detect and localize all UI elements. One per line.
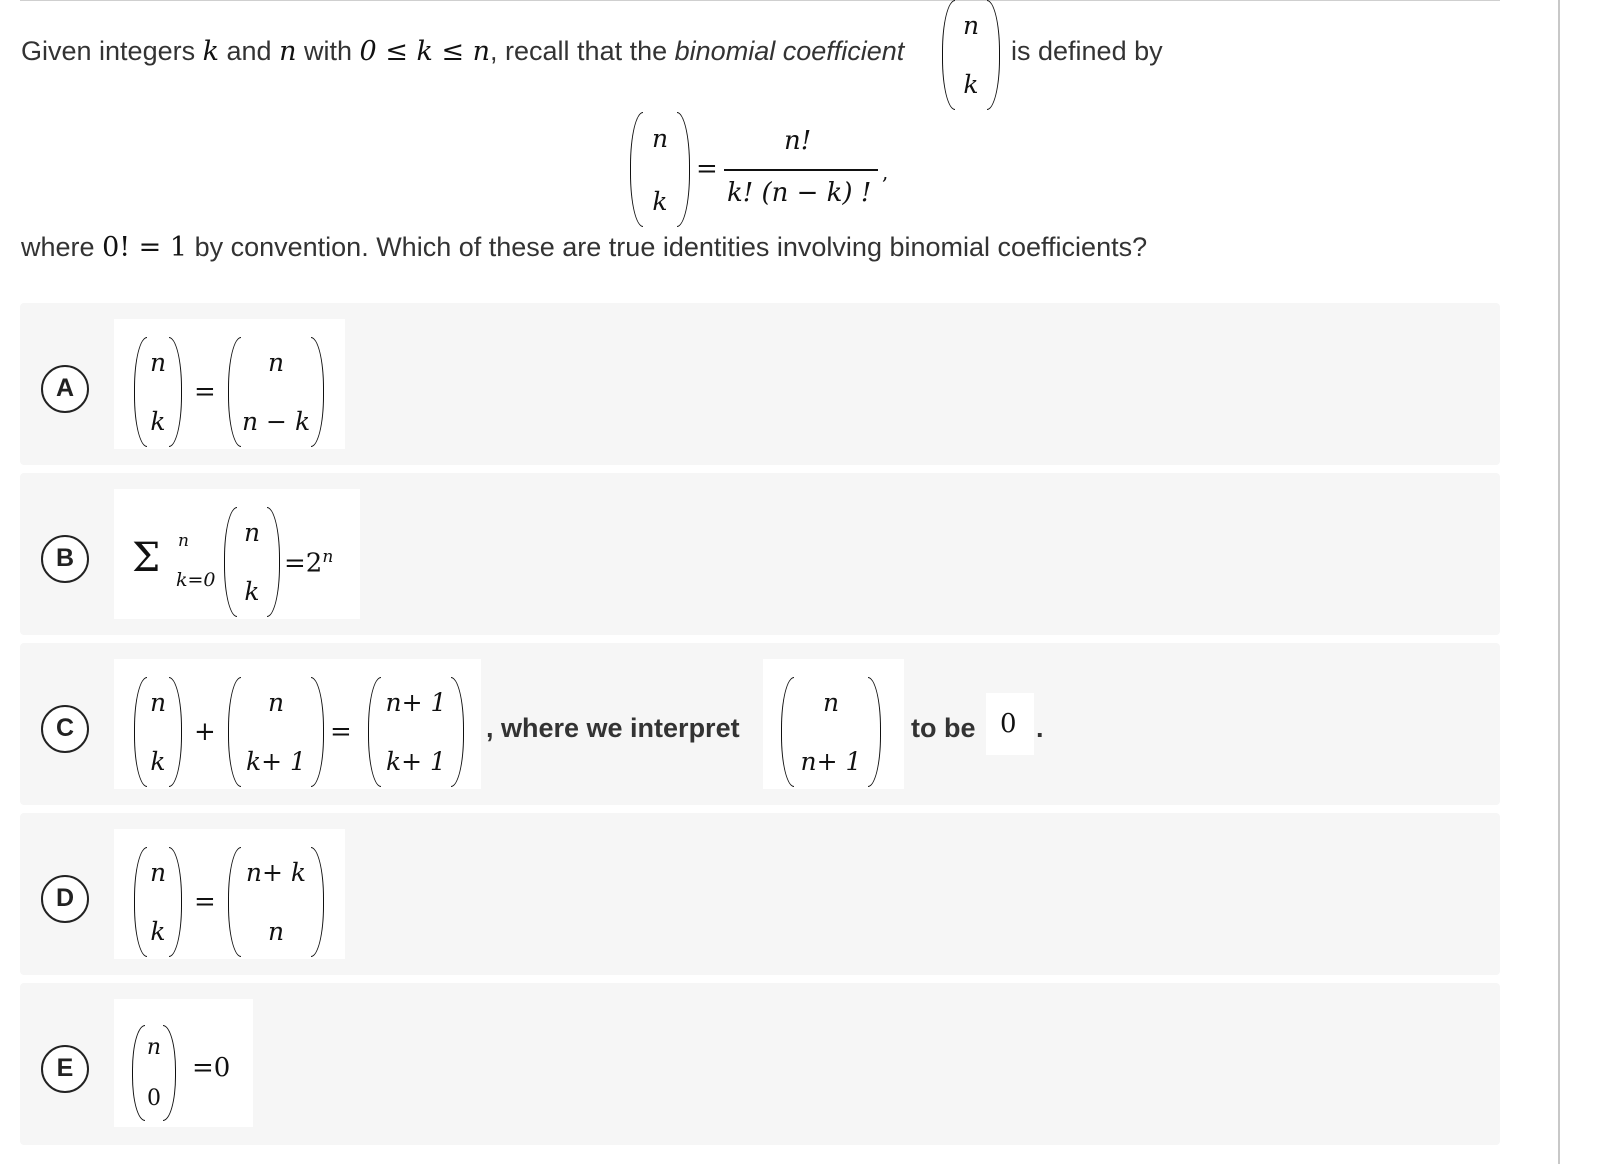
binom-bottom: k [150,407,166,436]
option-b-formula [114,489,360,619]
binom-top: n+ 1 [385,688,447,717]
option-b-binom [224,507,280,617]
binom-top: n+ k [245,858,307,887]
option-c[interactable] [20,643,1500,805]
binom-bottom: k [963,70,979,99]
option-d-badge[interactable]: D [41,875,89,923]
option-d[interactable] [20,813,1500,975]
definition-binomial [630,112,690,227]
definition-numerator: n! [784,126,812,156]
option-a[interactable] [20,303,1500,465]
binom-top: n [146,1034,162,1060]
binom-top: n [149,858,167,887]
intro-term: binomial coefficient [674,36,905,66]
option-a-binom-2 [228,337,324,447]
definition-denominator: k! (n − k) ! [727,178,872,208]
intro-with: with [303,36,352,66]
option-c-binom-3 [368,677,464,787]
option-c-binom-2 [228,677,324,787]
option-e-badge[interactable]: E [41,1045,89,1093]
binom-bottom: k [244,577,260,606]
option-c-interpret-text: , where we interpret [486,713,740,743]
binom-bottom: k+ 1 [386,747,446,776]
binom-top: n [149,348,167,377]
option-b-sum-lower: k=0 [176,569,216,591]
option-e-formula [114,999,253,1127]
option-e-rhs: =0 [192,1053,231,1083]
option-a-equals: = [194,377,216,407]
option-d-formula [114,829,345,959]
binom-bottom: k [150,917,166,946]
binom-bottom: n+ 1 [800,747,862,776]
binom-top: n [149,688,167,717]
option-a-badge[interactable]: A [41,365,89,413]
option-d-binom-2 [228,847,324,957]
option-b[interactable] [20,473,1500,635]
def-binom-bottom: k [652,186,668,216]
option-e-binom [132,1025,176,1121]
intro-seg2: , recall that the [490,36,668,66]
binom-bottom: 0 [147,1086,161,1112]
option-b-rhs-exponent: n [322,547,334,567]
question-text [21,232,1147,263]
option-c-formula [114,659,481,789]
definition-comma: , [882,160,889,184]
binom-top: n [267,348,285,377]
question-seg1: where [21,232,95,262]
definition-fraction-bar [724,169,878,171]
option-e[interactable] [20,983,1500,1145]
option-b-sigma: Σ [132,535,161,581]
def-binom-top: n [651,123,669,153]
option-b-badge[interactable]: B [41,535,89,583]
option-b-rhs [284,547,333,579]
option-c-binom-1 [134,677,182,787]
var-k: k [202,36,219,67]
option-c-zero-box [986,693,1034,755]
option-b-rhs-base: =2 [284,548,323,579]
intro-condition: 0 ≤ k ≤ n [359,36,491,67]
question-seg2: by convention. Which of these are true identities involving binomial coefficients? [194,232,1148,262]
option-a-formula [114,319,345,449]
option-c-badge[interactable]: C [41,705,89,753]
intro-seg3: is defined by [1011,36,1163,66]
binom-top: n [822,688,840,717]
binom-bottom: k [150,747,166,776]
top-divider [20,0,1500,1]
option-c-plus: + [194,717,216,747]
intro-seg1: Given integers [21,36,196,66]
scrollbar-edge [1558,0,1560,1164]
binom-top: n [962,11,980,40]
option-b-sum-upper: n [178,531,189,551]
binom-bottom: k+ 1 [246,747,306,776]
binom-top: n [243,518,261,547]
option-c-binom-4 [781,677,881,787]
intro-binomial [942,0,1000,110]
option-c-equals: = [330,717,352,747]
option-d-equals: = [194,887,216,917]
var-n: n [279,36,297,67]
option-c-interpret-binom-box [763,659,904,789]
intro-text [21,36,904,67]
option-d-binom-1 [134,847,182,957]
definition-equals: = [696,154,718,184]
intro-and: and [226,36,272,66]
option-c-zero: 0 [1000,709,1017,739]
option-a-binom-1 [134,337,182,447]
option-c-period: . [1036,713,1044,743]
binom-bottom: n [267,917,285,946]
question-convention: 0! = 1 [102,232,188,263]
binom-top: n [267,688,285,717]
binom-bottom: n − k [242,407,311,436]
option-c-to-be-text: to be [911,713,976,743]
